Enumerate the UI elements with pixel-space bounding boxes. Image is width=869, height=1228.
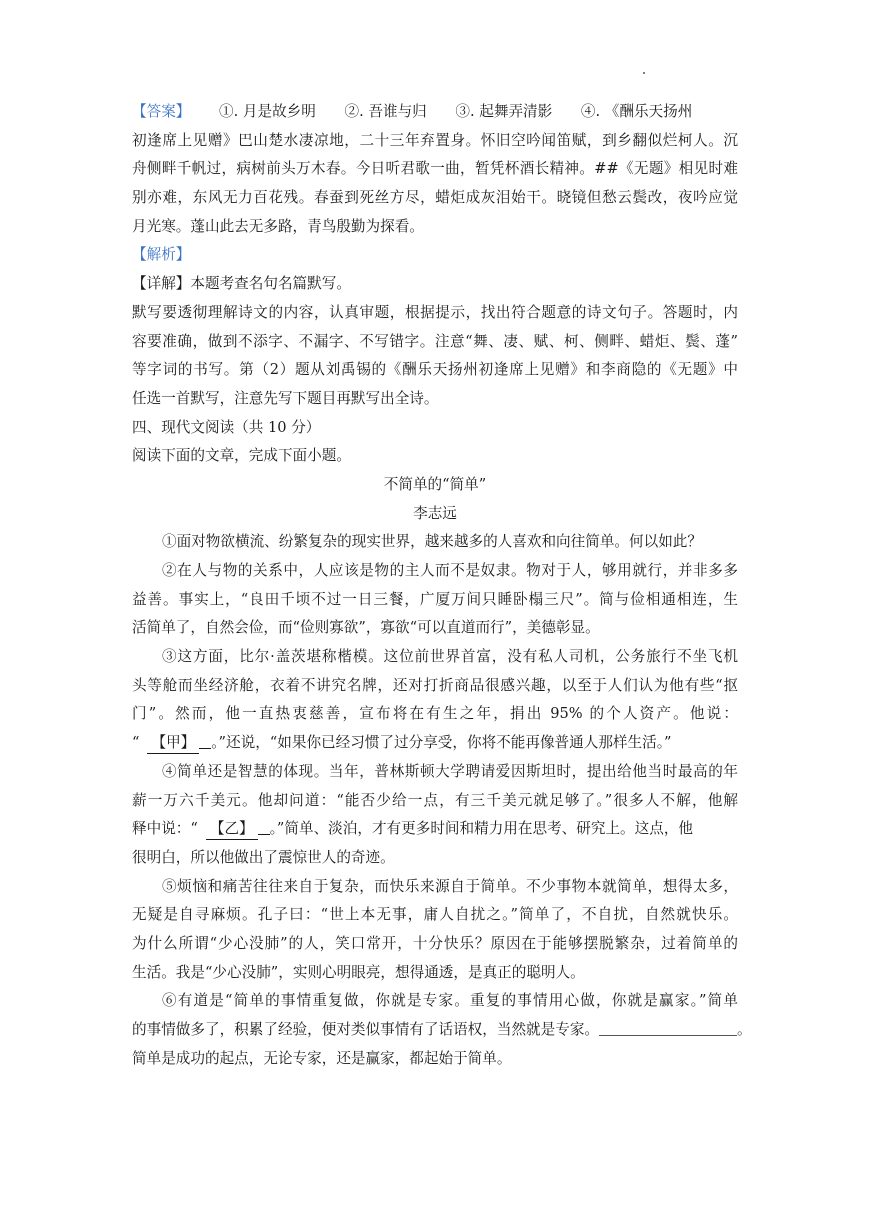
- paragraph-6-line: ⑥有道是“简单的事情重复做，你就是专家。重复的事情用心做，你就是赢家。”简单: [162, 992, 738, 1010]
- analysis-line: 【详解】本题考查名句名篇默写。: [132, 275, 351, 293]
- analysis-line: 容要准确，做到不添字、不漏字、不写错字。注意“舞、凄、赋、柯、侧畔、蜡炬、鬓、蓬”: [132, 332, 738, 350]
- paragraph-4-line: 薪一万六千美元。他却问道：“能否少给一点，有三千美元就足够了。”很多人不解，他解: [132, 791, 738, 809]
- answer-line: 初逢席上见赠》巴山楚水凄凉地，二十三年弃置身。怀旧空吟闻笛赋，到乡翻似烂柯人。沉: [132, 131, 738, 149]
- answer-item-2: ②. 吾谁与归: [344, 103, 427, 120]
- paragraph-2-line: ②在人与物的关系中，人应该是物的主人而不是奴隶。物对于人，够用就行，并非多多: [162, 562, 738, 579]
- page-mark-dot: [643, 72, 645, 74]
- p6-before: 的事情做多了，积累了经验，便对类似事情有了话语权，当然就是专家。: [132, 1021, 600, 1038]
- document-page: [132, 98, 752, 1073]
- article-title: 不简单的“简单”: [383, 475, 487, 493]
- answer-tag: 【答案】: [132, 103, 191, 120]
- paragraph-5-line: 生活。我是“少心没肺”，实则心明眼亮，想得通透，是真正的聪明人。: [132, 963, 585, 981]
- answer-item-4: ④. 《酬乐天扬州: [580, 103, 693, 120]
- paragraph-3-line: 头等舱而坐经济舱，衣着不讲究名牌，还对打折商品很感兴趣，以至于人们认为他有些“抠: [132, 676, 738, 694]
- paragraph-4-line: 很明白，所以他做出了震惊世人的奇迹。: [132, 848, 395, 866]
- answer-header-line: [132, 98, 738, 127]
- p6-after: 。: [737, 1021, 752, 1038]
- analysis-line: 等字词的书写。第（2）题从刘禹锡的《酬乐天扬州初逢席上见赠》和李商隐的《无题》中: [132, 361, 738, 379]
- answer-line: 舟侧畔千帆过，病树前头万木春。今日听君歌一曲，暂凭杯酒长精神。##《无题》相见时难: [132, 160, 738, 178]
- paragraph-4-mid-line: [132, 815, 738, 844]
- paragraph-6-line: 简单是成功的起点，无论专家，还是赢家，都起始于简单。: [132, 1049, 512, 1067]
- paragraph-3-line: 门”。然而，他一直热衷慈善，宣布将在有生之年，捐出 95% 的个人资产。他说：: [132, 705, 738, 723]
- p4-before: 释中说：“: [132, 820, 198, 838]
- quote-open: “: [132, 734, 140, 752]
- answer-line: 月光寒。蓬山此去无多路，青鸟殷勤为探看。: [132, 217, 424, 235]
- analysis-tag: 【解析】: [132, 246, 191, 264]
- answer-item-1: ①. 月是故乡明: [219, 103, 316, 120]
- answer-item-3: ③. 起舞弄清影: [455, 103, 553, 120]
- paragraph-6-mid-line: [132, 1016, 752, 1045]
- analysis-line: 任选一首默写，注意先写下题目再默写出全诗。: [132, 389, 439, 407]
- article-author: 李志远: [413, 504, 457, 522]
- blank-jia: 【甲】: [147, 733, 199, 754]
- analysis-line: 默写要透彻理解诗文的内容，认真审题，根据提示，找出符合题意的诗文句子。答题时，内: [132, 303, 738, 321]
- answer-blank: [599, 1017, 737, 1036]
- paragraph-5-line: ⑤烦恼和痛苦往往来自于复杂，而快乐来源自于简单。不少事物本就简单，想得太多，: [162, 877, 738, 895]
- section-heading: 四、现代文阅读（共 10 分）: [132, 418, 321, 436]
- paragraph-3-line: ③这方面，比尔·盖茨堪称楷模。这位前世界首富，没有私人司机，公务旅行不坐飞机: [162, 648, 738, 666]
- paragraph-5-line: 无疑是自寻麻烦。孔子曰：“世上本无事，庸人自扰之。”简单了，不自扰，自然就快乐。: [132, 906, 738, 924]
- paragraph-3-last-line: [132, 729, 738, 758]
- section-instruction: 阅读下面的文章，完成下面小题。: [132, 447, 351, 465]
- paragraph-1-line: ①面对物欲横流、纷繁复杂的现实世界，越来越多的人喜欢和向往简单。何以如此？: [162, 533, 702, 551]
- answer-line: 别亦难，东风无力百花残。春蚕到死丝方尽，蜡炬成灰泪始干。晓镜但愁云鬓改，夜吟应觉: [132, 189, 738, 207]
- paragraph-5-line: 为什么所谓“少心没肺”的人，笑口常开，十分快乐？原因在于能够摆脱繁杂，过着简单的: [132, 934, 738, 952]
- blank-yi: 【乙】: [206, 819, 258, 840]
- p4-after: 。”简单、淡泊，才有更多时间和精力用在思考、研究上。这点，他: [269, 820, 694, 838]
- paragraph-4-line: ④简单还是智慧的体现。当年，普林斯顿大学聘请爱因斯坦时，提出给他当时最高的年: [162, 762, 738, 780]
- quote-rest: 。”还说，“如果你已经习惯了过分享受，你将不能再像普通人那样生活。”: [211, 734, 672, 752]
- paragraph-2-line: 活简单了，自然会俭，而“俭则寡欲”，寡欲“可以直道而行”，美德彰显。: [132, 619, 600, 637]
- paragraph-2-line: 益善。事实上，“良田千顷不过一日三餐，广厦万间只睡卧榻三尺”。简与俭相通相连，生: [132, 590, 738, 608]
